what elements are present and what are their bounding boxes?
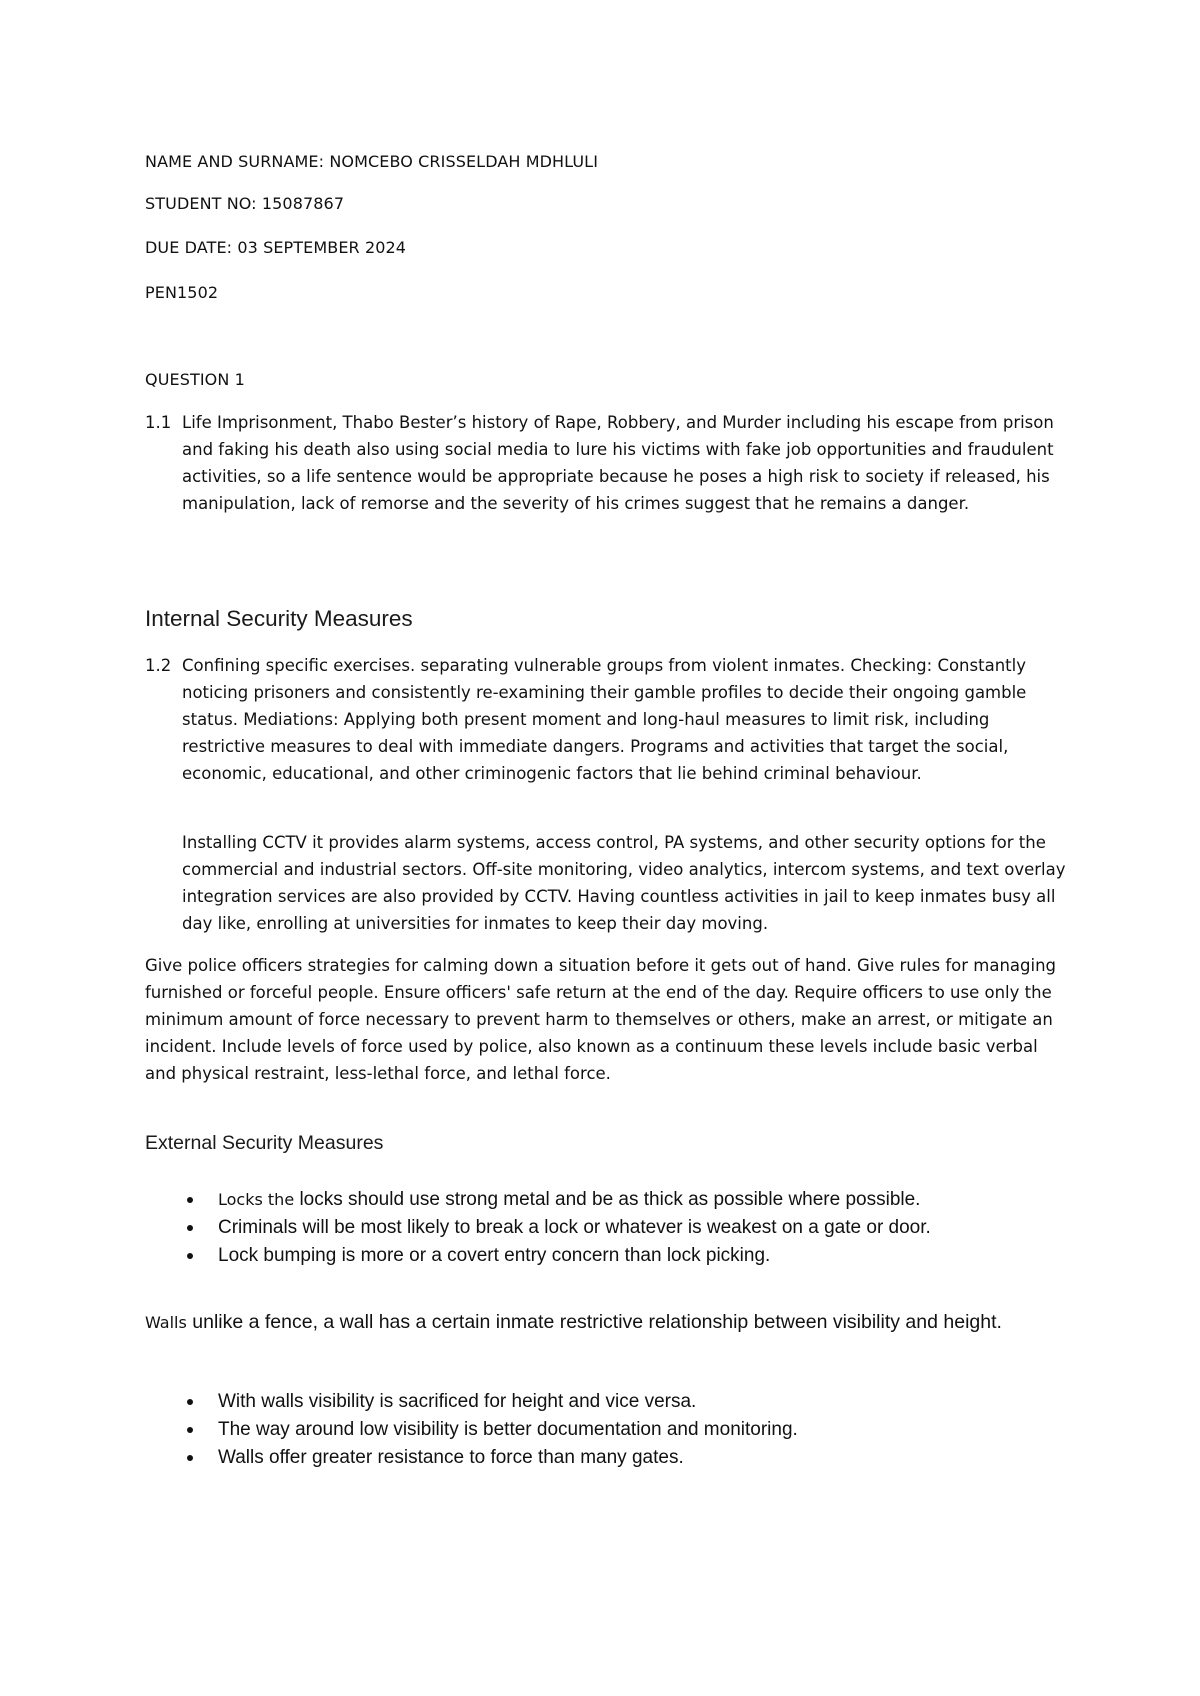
- bullet-icon: [187, 1455, 193, 1461]
- bullet-icon: [187, 1399, 193, 1405]
- list-item-text: Criminals will be most likely to break a lock or whatever is weakest on a gate or door.: [218, 1217, 931, 1238]
- answer-number: 1.2: [145, 656, 172, 675]
- list-item-text: Lock bumping is more or a covert entry concern than lock picking.: [218, 1245, 771, 1266]
- student-number-line: STUDENT NO: 15087867: [145, 194, 345, 213]
- question-title: QUESTION 1: [145, 370, 245, 389]
- internal-security-heading: Internal Security Measures: [145, 606, 413, 631]
- list-item: [145, 1214, 1085, 1242]
- external-security-heading: External Security Measures: [145, 1132, 384, 1154]
- walls-lead-word: Walls: [145, 1313, 187, 1332]
- answer-text: Life Imprisonment, Thabo Bester’s history of Rape, Robbery, and Murder including his escape from prison and faking his death also using social media to lure his victims with fake job opportunities and fraudulent activities, so a life sentence would be appropriate because he poses a high risk to society if released, his manipulation, lack of remorse and the severity of his crimes suggest that he remains a danger.: [182, 413, 1054, 513]
- bullet-icon: [187, 1427, 193, 1433]
- police-paragraph: Give police officers strategies for calming down a situation before it gets out of hand. Give rules for managing furnished or forceful people. Ensure officers' safe return at the end of the day. Require officers to use only the minimum amount of force necessary to prevent harm to themselves or others, make an arrest, or mitigate an incident. Include levels of force used by police, also known as a continuum these levels include basic verbal and physical restraint, less-lethal force, and lethal force.: [145, 956, 1056, 1083]
- list-item: [145, 1444, 1085, 1472]
- cctv-paragraph: Installing CCTV it provides alarm systems, access control, PA systems, and other security options for the commercial and industrial sectors. Off-site monitoring, video analytics, intercom systems, and text overlay integration services are also provided by CCTV. Having countless activities in jail to keep inmates busy all day like, enrolling at universities for inmates to keep their day moving.: [182, 833, 1066, 933]
- list-item-text: The way around low visibility is better documentation and monitoring.: [218, 1419, 798, 1440]
- walls-bullet-list: [145, 1388, 1085, 1472]
- list-item: [145, 1242, 1085, 1270]
- answer-number: 1.1: [145, 413, 172, 432]
- module-code: PEN1502: [145, 283, 219, 302]
- answer-1-1: [145, 409, 1060, 517]
- answer-1-2: [145, 652, 1060, 787]
- locks-lead-word: Locks the: [218, 1190, 295, 1209]
- name-line: NAME AND SURNAME: NOMCEBO CRISSELDAH MDHLULI: [145, 152, 599, 171]
- list-item-text: Walls offer greater resistance to force than many gates.: [218, 1447, 684, 1468]
- list-item: [145, 1186, 1085, 1214]
- list-item-text: With walls visibility is sacrificed for height and vice versa.: [218, 1391, 697, 1412]
- bullet-icon: [187, 1225, 193, 1231]
- walls-paragraph-text: unlike a fence, a wall has a certain inmate restrictive relationship between visibility and height.: [192, 1311, 1002, 1333]
- bullet-icon: [187, 1197, 193, 1203]
- due-date-line: DUE DATE: 03 SEPTEMBER 2024: [145, 238, 407, 257]
- bullet-icon: [187, 1253, 193, 1259]
- walls-paragraph: [145, 1308, 1075, 1337]
- list-item-text: locks should use strong metal and be as thick as possible where possible.: [299, 1189, 921, 1210]
- list-item: [145, 1416, 1085, 1444]
- answer-text: Confining specific exercises. separating vulnerable groups from violent inmates. Checking: Constantly noticing prisoners and consistently re-examining their gamble profiles to decide their ongoing gamble status. Mediations: Applying both present moment and long-haul measures to limit risk, including restrictive measures to deal with immediate dangers. Programs and activities that target the social, economic, educational, and other criminogenic factors that lie behind criminal behaviour.: [182, 656, 1027, 783]
- locks-bullet-list: [145, 1186, 1085, 1270]
- list-item: [145, 1388, 1085, 1416]
